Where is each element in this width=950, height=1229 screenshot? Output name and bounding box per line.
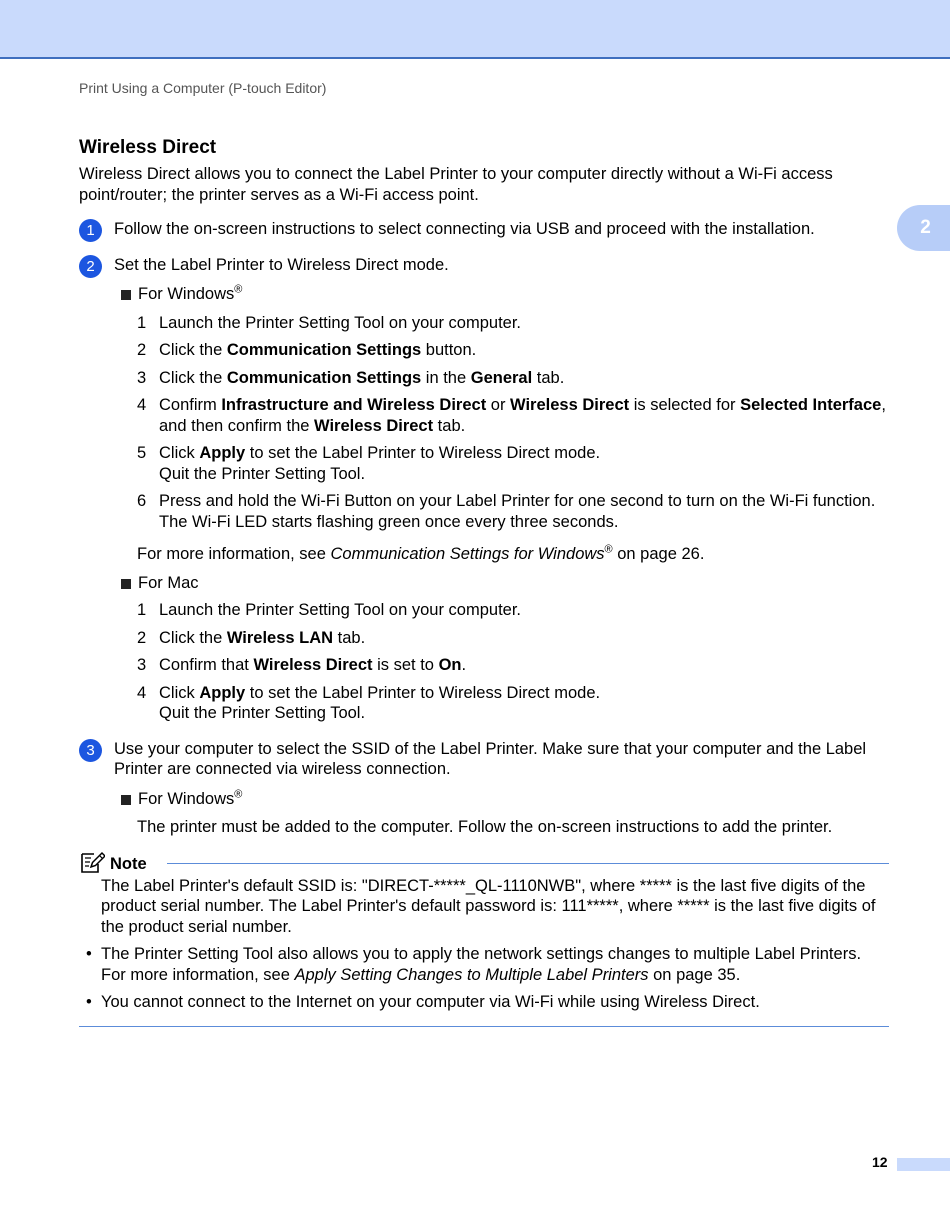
list-item: 4 Confirm Infrastructure and Wireless Direct or Wireless Direct is selected for Selected Interface, and then confirm the Wireless Direct tab.	[137, 396, 886, 435]
windows-heading: For Windows®	[120, 789, 889, 810]
step-3	[79, 739, 889, 780]
square-bullet-icon	[121, 290, 131, 300]
note-bullet-item: • You cannot connect to the Internet on your computer via Wi-Fi while using Wireless Direct.	[86, 993, 760, 1011]
list-item: 6 Press and hold the Wi-Fi Button on your Label Printer for one second to turn on the Wi-Fi function. The Wi-Fi LED starts flashing green once every three seconds.	[137, 492, 876, 531]
list-item: 3 Click the Communication Settings in the General tab.	[137, 368, 565, 387]
step-2	[79, 255, 889, 276]
step-number-badge: 2	[79, 255, 102, 278]
note-paragraph: The Label Printer's default SSID is: "DIRECT-*****_QL-1110NWB", where ***** is the last five digits of the product serial number. The Label Printer's default password is: 111*****, where ***** is the last five digits of the product serial number.	[101, 876, 876, 936]
note-end-divider	[79, 1026, 889, 1027]
mac-heading: For Mac	[120, 573, 889, 594]
list-item: 1 Launch the Printer Setting Tool on your computer.	[137, 313, 522, 332]
note-header	[79, 849, 889, 879]
list-item: 4 Click Apply to set the Label Printer to Wireless Direct mode. Quit the Printer Setting Tool.	[137, 683, 601, 722]
chapter-tab: 2	[897, 205, 950, 251]
step-3-text: Use your computer to select the SSID of the Label Printer. Make sure that your computer and the Label Printer are connected via wireless connection.	[114, 739, 867, 778]
page-content	[79, 136, 889, 1027]
note-bullet-item: • The Printer Setting Tool also allows you to apply the network settings changes to multiple Label Printers. For more information, see Apply Setting Changes to Multiple Label Printers on page 35.	[86, 945, 862, 984]
footer-bar	[897, 1158, 950, 1171]
step-1-text: Follow the on-screen instructions to select connecting via USB and proceed with the installation.	[114, 220, 815, 238]
section-title: Wireless Direct	[79, 137, 217, 158]
step-3-windows	[120, 789, 889, 810]
header-band	[0, 0, 950, 59]
step-3-windows-text: The printer must be added to the computer. Follow the on-screen instructions to add the printer.	[137, 818, 833, 836]
square-bullet-icon	[121, 795, 131, 805]
windows-subsection	[120, 284, 889, 305]
mac-subsection	[120, 573, 889, 594]
step-number-badge: 3	[79, 739, 102, 762]
list-item: 3 Confirm that Wireless Direct is set to On.	[137, 656, 467, 674]
running-head: Print Using a Computer (P-touch Editor)	[79, 80, 327, 96]
list-item: 5 Click Apply to set the Label Printer to Wireless Direct mode. Quit the Printer Setting Tool.	[137, 444, 601, 483]
list-item: 1 Launch the Printer Setting Tool on your computer.	[137, 601, 522, 619]
step-1	[79, 219, 889, 240]
step-2-text: Set the Label Printer to Wireless Direct mode.	[114, 255, 449, 274]
note-body	[101, 876, 889, 938]
note-label: Note	[110, 854, 147, 873]
page-number: 12	[872, 1154, 888, 1170]
list-item: 2 Click the Wireless LAN tab.	[137, 628, 366, 647]
list-item: 2 Click the Communication Settings button.	[137, 341, 477, 359]
step-number-badge: 1	[79, 219, 102, 242]
square-bullet-icon	[121, 579, 131, 589]
note-divider	[167, 863, 889, 864]
windows-heading: For Windows®	[120, 284, 889, 305]
intro-paragraph: Wireless Direct allows you to connect the Label Printer to your computer directly without a Wi-Fi access point/router; the printer serves as a Wi-Fi access point.	[79, 165, 833, 204]
windows-more-info: For more information, see Communication Settings for Windows® on page 26.	[137, 543, 705, 563]
note-pencil-icon	[79, 849, 105, 875]
